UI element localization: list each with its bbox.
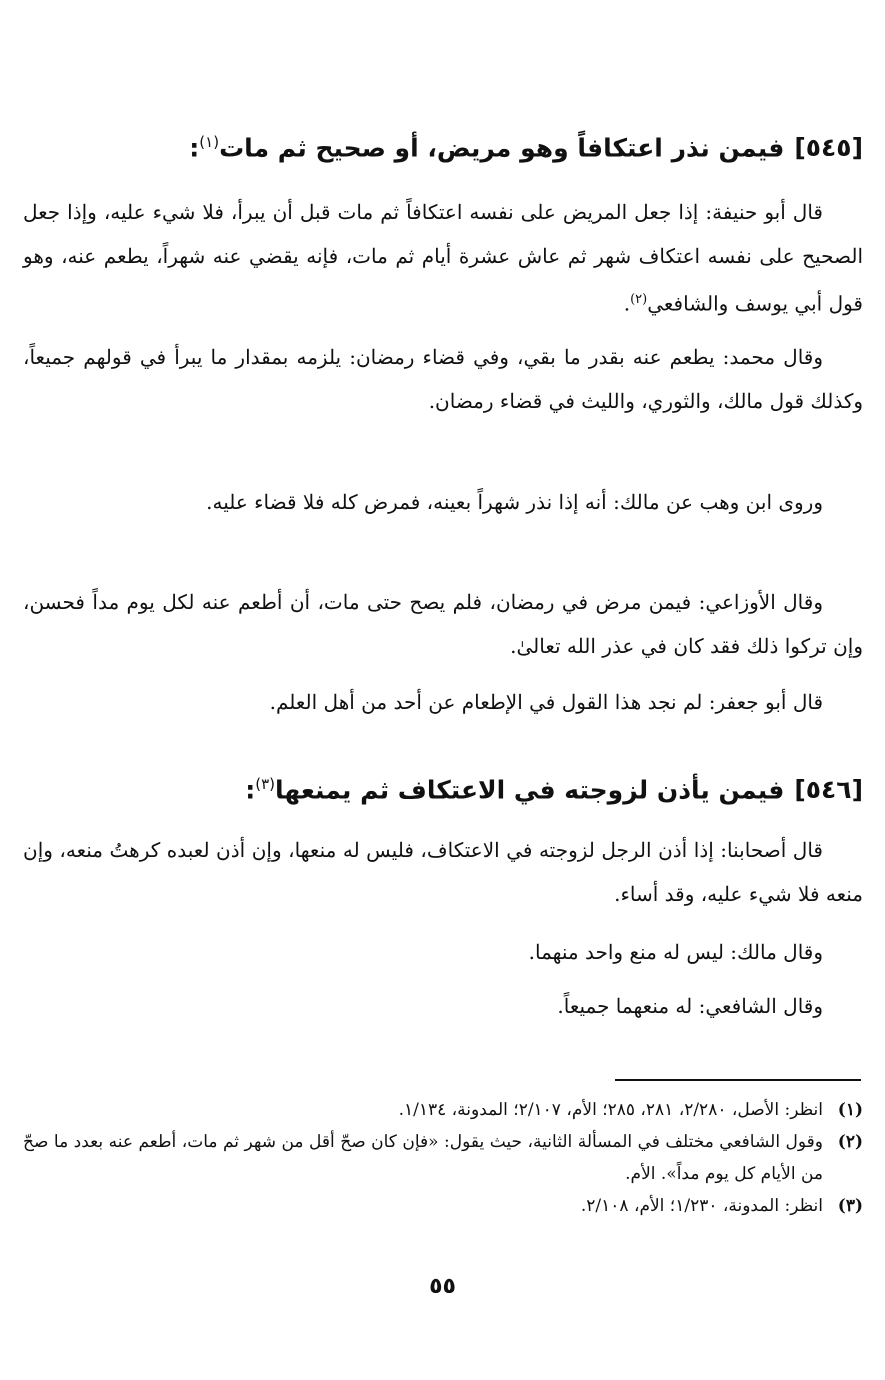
footnote-number: (١) <box>837 1100 863 1120</box>
footnote-text: وقول الشافعي مختلف في المسألة الثانية، حيث يقول: «فإن كان صحّ أقل من شهر ثم مات، أطعم عنه بعدد ما صحّ من الأيام كل يوم مداً». الأم. <box>23 1132 823 1184</box>
footnote-text: انظر: المدونة، ١/٢٣٠؛ الأم، ٢/١٠٨. <box>580 1196 823 1216</box>
section-title: فيمن نذر اعتكافاً وهو مريض، أو صحيح ثم مات <box>219 133 785 163</box>
footnotes <box>23 1094 863 1222</box>
section-heading-545 <box>23 122 863 168</box>
paragraph: وقال الأوزاعي: فيمن مرض في رمضان، فلم يصح حتى مات، أن أطعم عنه لكل يوم مداً فحسن، وإن تركوا ذلك فقد كان في عذر الله تعالىٰ. <box>23 590 863 658</box>
paragraph: وروى ابن وهب عن مالك: أنه إذا نذر شهراً بعينه، فمرض كله فلا قضاء عليه. <box>206 490 823 514</box>
section-title: فيمن يأذن لزوجته في الاعتكاف ثم يمنعها <box>275 775 785 805</box>
footnote <box>23 1190 863 1222</box>
footnote-text: انظر: الأصل، ٢/٢٨٠، ٢٨١، ٢٨٥؛ الأم، ٢/١٠٧؛ المدونة، ١/١٣٤. <box>398 1100 823 1120</box>
footnote-ref: (١) <box>199 133 220 151</box>
paragraph: قال أبو حنيفة: إذا جعل المريض على نفسه اعتكافاً ثم مات قبل أن يبرأ، فلا شيء عليه، وإذا جعل الصحيح على نفسه اعتكاف شهر ثم عاش عشرة أيام ثم مات، فإنه يقضي عنه شهراً، يطعم عنه، وهو قول أبي يوسف والشافعي$^{(٢)}$. <box>23 200 863 316</box>
heading-colon: : <box>189 133 200 163</box>
section-heading-546 <box>23 764 863 810</box>
paragraph: وقال الشافعي: له منعهما جميعاً. <box>557 994 823 1018</box>
paragraph: وقال محمد: يطعم عنه بقدر ما بقي، وفي قضاء رمضان: يلزمه بمقدار ما يبرأ في قولهم جميعاً، وكذلك قول مالك، والثوري، والليث في قضاء رمضان. <box>23 345 863 413</box>
page-number: ٥٥ <box>429 1274 456 1299</box>
paragraph: قال أصحابنا: إذا أذن الرجل لزوجته في الاعتكاف، فليس له منعها، وإن أذن لعبده كرهتُ منعه، وإن منعه فلا شيء عليه، وقد أساء. <box>23 838 863 906</box>
footnote-number: (٣) <box>837 1196 863 1216</box>
heading-colon: : <box>245 775 256 805</box>
footnote <box>23 1094 863 1126</box>
footnote-ref: (٣) <box>255 775 276 793</box>
paragraph: وقال مالك: ليس له منع واحد منهما. <box>528 940 823 964</box>
paragraph: قال أبو جعفر: لم نجد هذا القول في الإطعام عن أحد من أهل العلم. <box>269 690 823 714</box>
footnote-ref: (٢) <box>630 292 648 307</box>
section-number: [٥٤٥] <box>794 133 863 163</box>
footnote-divider <box>615 1079 861 1081</box>
footnote-number: (٢) <box>837 1132 863 1152</box>
section-number: [٥٤٦] <box>794 775 863 805</box>
footnote <box>23 1126 863 1190</box>
